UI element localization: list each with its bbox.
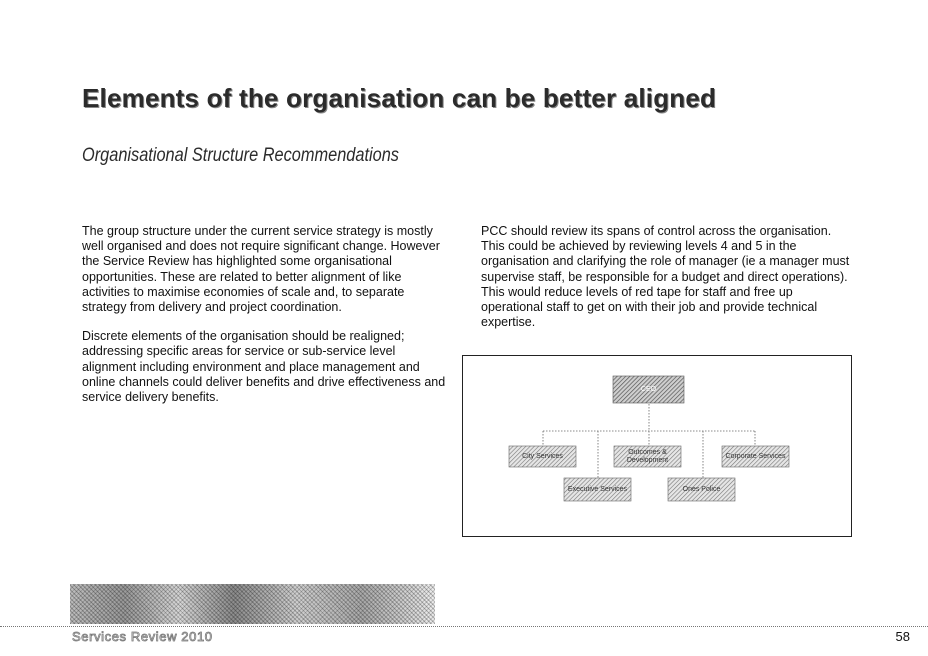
org-label-executive: Executive Services xyxy=(567,485,628,493)
right-column xyxy=(481,224,853,344)
left-column xyxy=(82,224,452,419)
org-label-corporate: Corporate Services xyxy=(725,452,786,460)
left-paragraph-2: Discrete elements of the organisation should be realigned; addressing specific areas for service or sub-service level alignment including environment and place management and online channels could deliver benefits and drive effectiveness and service delivery benefits. xyxy=(82,329,446,405)
page-subtitle: Organisational Structure Recommendations xyxy=(82,145,399,166)
footer-title: Services Review 2010 xyxy=(72,629,213,644)
footer-photo-strip xyxy=(70,584,435,624)
org-chart xyxy=(462,355,852,537)
left-paragraph-1: The group structure under the current service strategy is mostly well organised and does not require significant change. However the Service Review has highlighted some organisational opportunities. These are related to better alignment of like activities to maximise economies of scale and, to separate strategy from delivery and project coordination. xyxy=(82,224,440,315)
org-label-outcomes: Outcomes & Development xyxy=(626,448,669,464)
page-title: Elements of the organisation can be better aligned xyxy=(82,83,717,113)
right-paragraph-1: PCC should review its spans of control across the organisation. This could be achieved by reviewing levels 4 and 5 in the organisation and clarifying the role of manager (ie a manager must supervise staff, be responsible for a budget and direct operations). This would reduce levels of red tape for staff and free up operational staff to get on with their job and provide technical expertise. xyxy=(481,224,850,330)
org-label-ones-police: Ones Police xyxy=(682,485,721,493)
org-label-ceo: CEO xyxy=(640,385,657,393)
footer-divider xyxy=(0,626,928,627)
org-label-city-services: City Services xyxy=(522,452,563,460)
page-number: 58 xyxy=(895,629,910,644)
